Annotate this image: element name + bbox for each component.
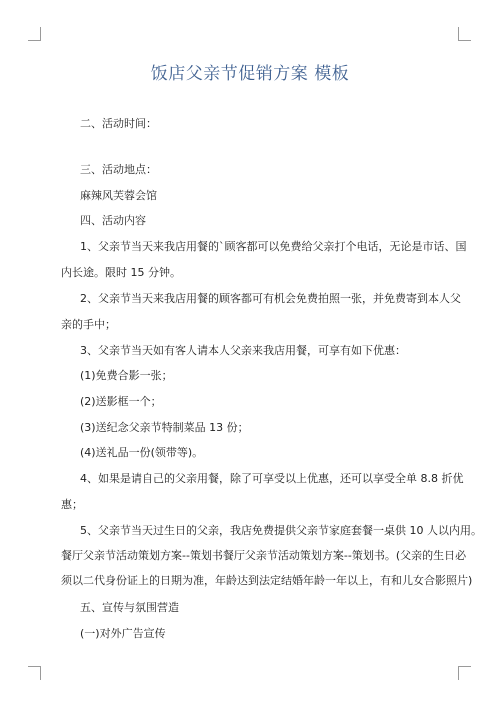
paragraph-line: 2、父亲节当天来我店用餐的顾客都可有机会免费拍照一张，并免费寄到本人父 bbox=[80, 292, 461, 305]
paragraph-line: 惠； bbox=[61, 498, 83, 511]
list-item: (3)送纪念父亲节特制菜品 13 份； bbox=[80, 421, 249, 434]
crop-mark-top-right bbox=[458, 27, 459, 41]
list-item: (1)免费合影一张； bbox=[80, 369, 173, 382]
section-heading-content: 四、活动内容 bbox=[80, 214, 146, 227]
paragraph-line: 须以二代身份证上的日期为准，年龄达到法定结婚年龄一年以上，有和儿女合影照片) bbox=[61, 574, 473, 587]
list-item: (4)送礼品一份(领带等)。 bbox=[80, 446, 204, 459]
crop-mark-bottom-right bbox=[458, 666, 459, 680]
paragraph-line: 5、父亲节当天过生日的父亲，我店免费提供父亲节家庭套餐一桌供 10 人以内用。 bbox=[80, 524, 482, 537]
section-heading-location: 三、活动地点： bbox=[80, 163, 157, 176]
section-heading-promotion: 五、宣传与氛围营造 bbox=[80, 601, 179, 614]
paragraph-line: 3、父亲节当天如有客人请本人父亲来我店用餐，可享有如下优惠： bbox=[80, 344, 406, 357]
document-title: 饭店父亲节促销方案 模板 bbox=[150, 64, 350, 84]
crop-mark-bottom-right bbox=[458, 666, 471, 667]
paragraph-line: 餐厅父亲节活动策划方案--策划书餐厅父亲节活动策划方案--策划书。(父亲的生日必 bbox=[61, 549, 467, 562]
paragraph-line: 4、如果是请自己的父亲用餐，除了可享受以上优惠，还可以享受全单 8.8 折优 bbox=[80, 472, 464, 485]
crop-mark-top-right bbox=[458, 40, 471, 41]
list-item: (2)送影框一个； bbox=[80, 395, 162, 408]
paragraph-line: 1、父亲节当天来我店用餐的`顾客都可以免费给父亲打个电话，无论是市话、国 bbox=[80, 240, 467, 253]
subsection-heading: (一)对外广告宣传 bbox=[80, 627, 166, 640]
paragraph-line: 亲的手中； bbox=[61, 318, 116, 331]
crop-mark-top-left bbox=[40, 27, 41, 41]
paragraph-line: 内长途。限时 15 分钟。 bbox=[61, 266, 181, 279]
crop-mark-bottom-left bbox=[40, 666, 41, 680]
paragraph-line: 麻辣风芙蓉会馆 bbox=[80, 189, 157, 202]
section-heading-time: 二、活动时间： bbox=[80, 117, 157, 130]
